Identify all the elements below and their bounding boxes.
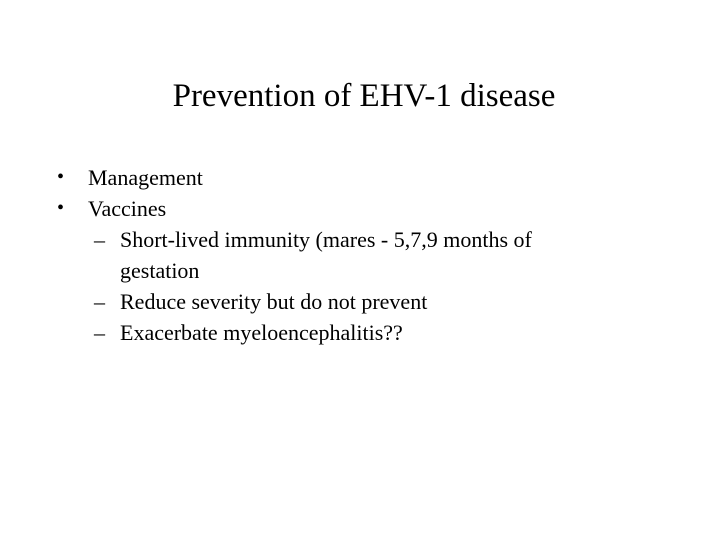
- bullet-text: Vaccines: [88, 196, 167, 221]
- sub-bullet-item-exacerbate: [0, 317, 728, 348]
- sub-bullet-text: Exacerbate myeloencephalitis??: [120, 320, 403, 345]
- sub-bullet-marker: –: [94, 289, 105, 314]
- sub-bullet-item-immunity: [0, 224, 728, 286]
- sub-bullet-text-line2: gestation: [120, 258, 200, 283]
- bullet-marker: •: [57, 197, 65, 219]
- sub-bullet-text: Reduce severity but do not prevent: [120, 289, 428, 314]
- slide-title: Prevention of EHV-1 disease: [172, 78, 556, 114]
- bullet-list: [0, 162, 728, 348]
- bullet-item-management: [0, 162, 728, 193]
- sub-bullet-marker: –: [94, 227, 105, 252]
- sub-bullet-text-line1: Short-lived immunity (mares - 5,7,9 months of: [120, 227, 532, 252]
- bullet-text: Management: [88, 165, 203, 190]
- sub-bullet-item-severity: [0, 286, 728, 317]
- bullet-marker: •: [57, 166, 65, 188]
- bullet-item-vaccines: [0, 193, 728, 224]
- sub-bullet-marker: –: [94, 320, 105, 345]
